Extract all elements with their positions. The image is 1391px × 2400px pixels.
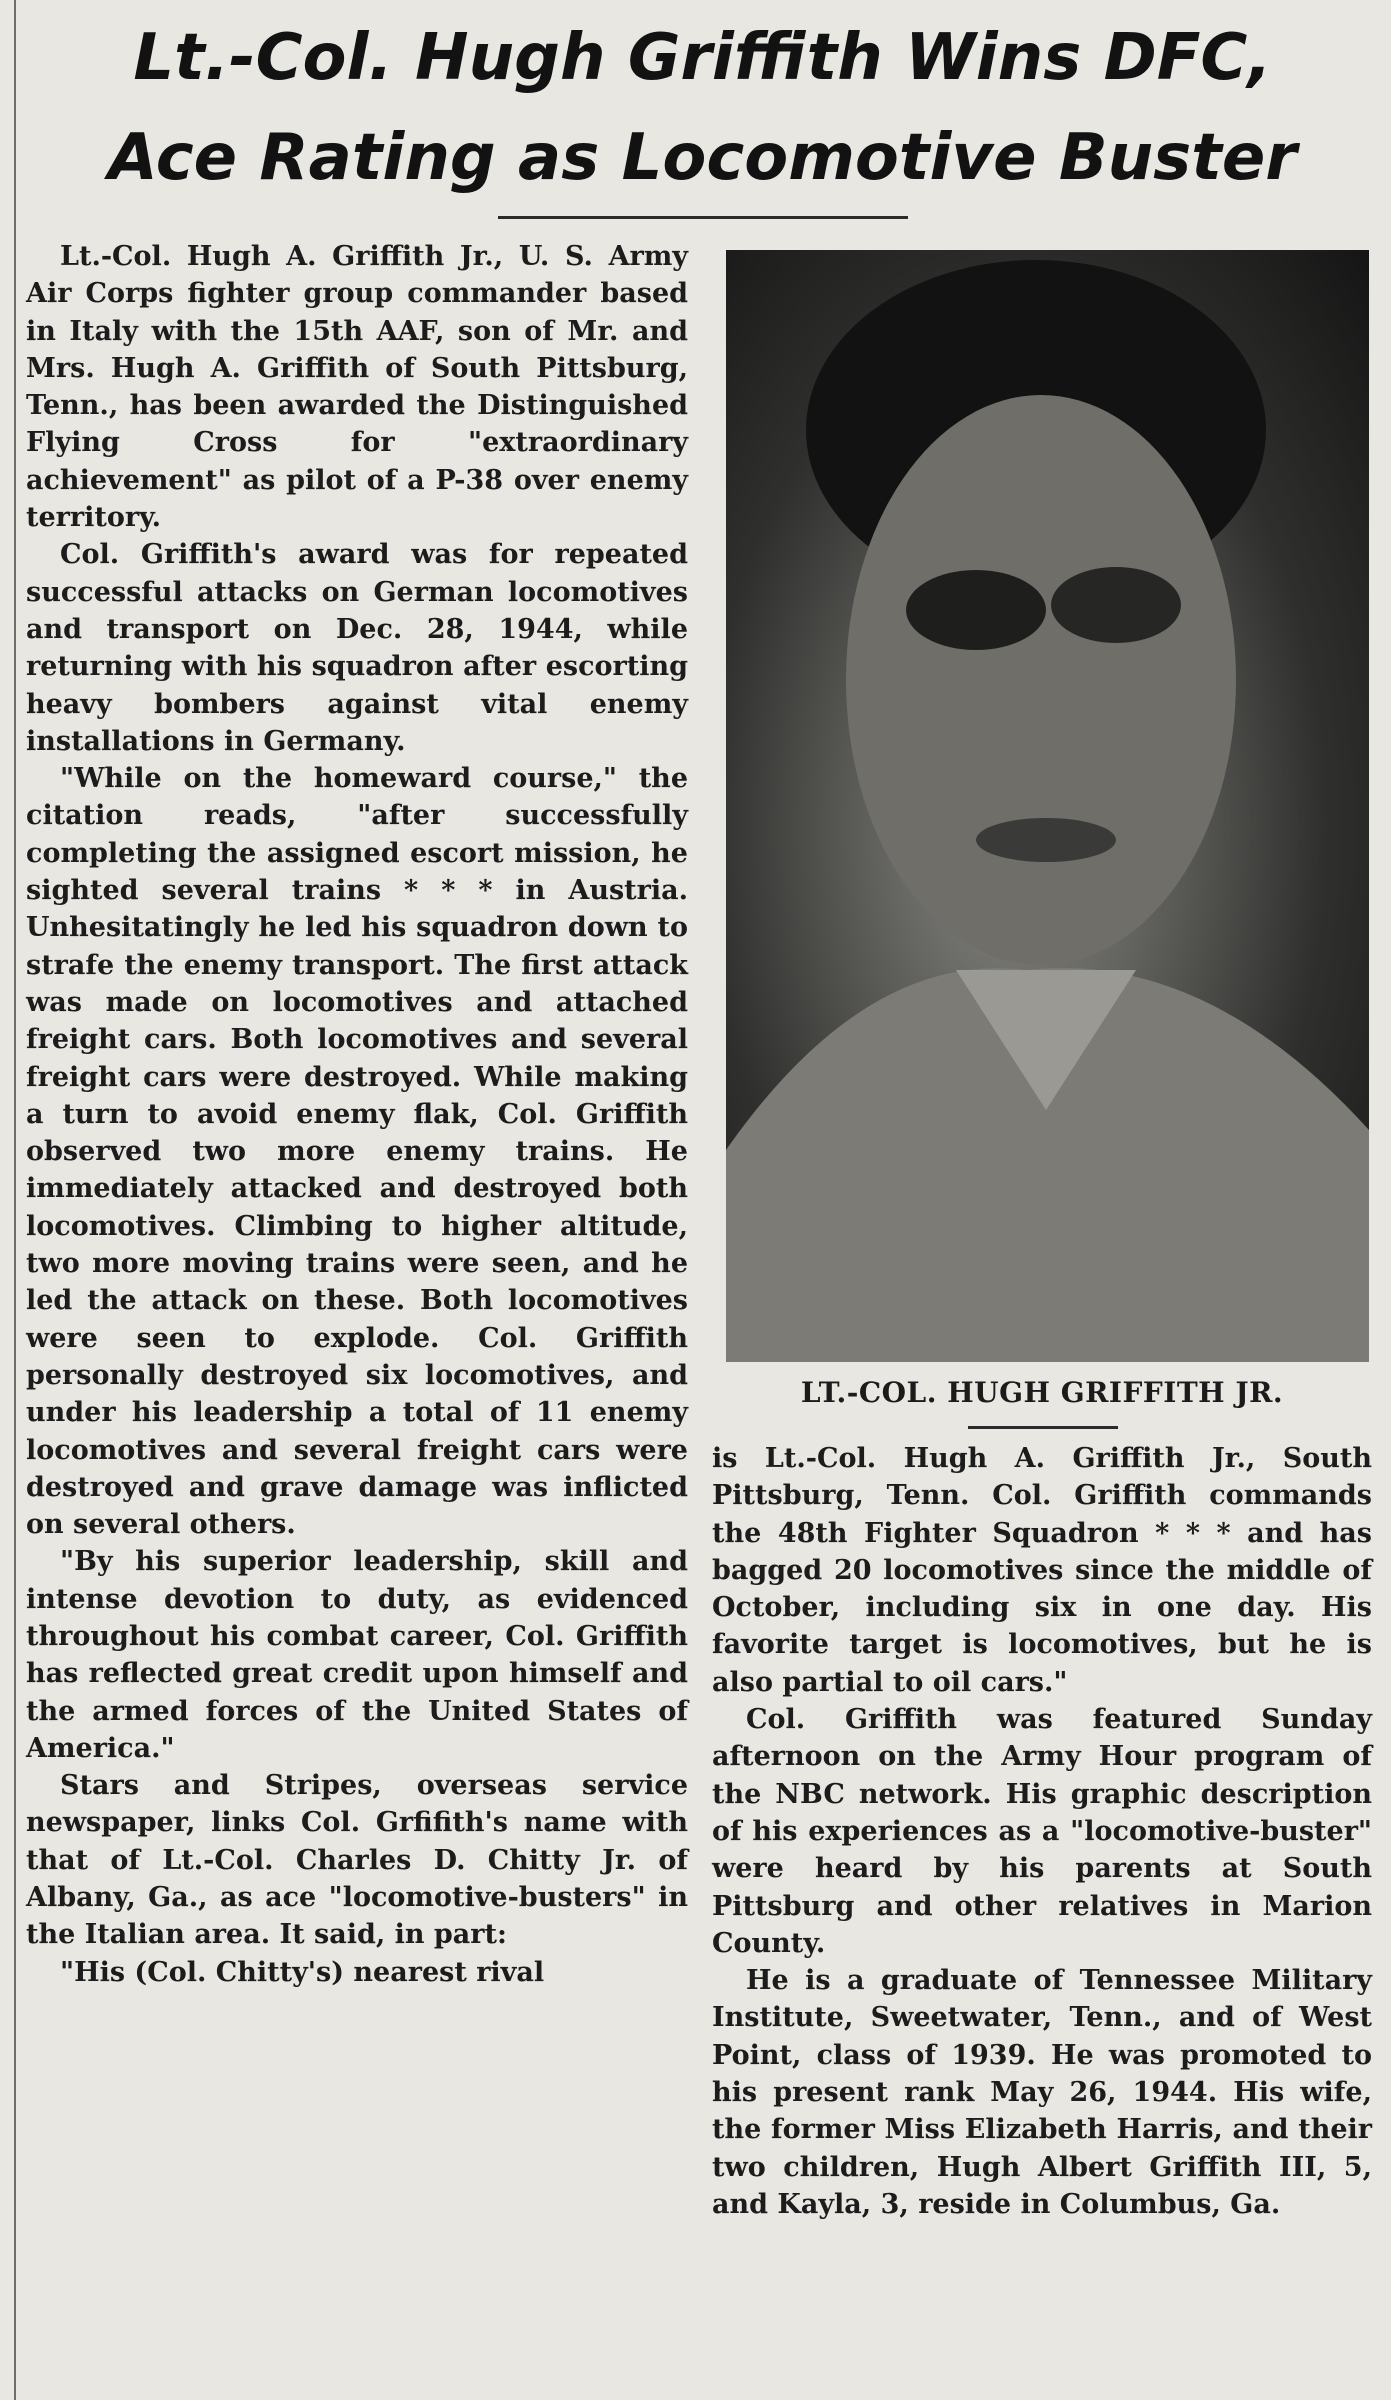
headline-line-2: Ace Rating as Locomotive Buster (108, 121, 1297, 195)
headline-rule (498, 216, 908, 219)
paragraph: Col. Griffith was featured Sunday afternoon on the Army Hour program of the NBC network. His graphic description of his experiences as a "locomotive-buster" were heard by his parents at South Pittsburg and other relatives in Marion County. (712, 1704, 1372, 1959)
paragraph: Col. Griffith's award was for repeated successful attacks on German locomotives and transport on Dec. 28, 1944, while returning with his squadron after escorting heavy bombers against vital enemy installations in Germany. (26, 539, 688, 757)
caption-rule (968, 1426, 1118, 1429)
left-column (26, 238, 688, 1991)
column-rule (14, 0, 16, 2400)
headline-line-1: Lt.-Col. Hugh Griffith Wins DFC, (133, 21, 1272, 95)
paragraph: Stars and Stripes, overseas service newspaper, links Col. Grfifith's name with that of Lt.-Col. Charles D. Chitty Jr. of Albany, Ga., as ace "locomotive-busters" in the Italian area. It said, in part: (26, 1770, 688, 1951)
portrait-figure (726, 250, 1369, 1362)
paragraph: "His (Col. Chitty's) nearest rival (60, 1956, 545, 1988)
paragraph: "By his superior leadership, skill and intense devotion to duty, as evidenced throughout his combat career, Col. Griffith has reflected great credit upon himself and the armed forces of the United States of America." (26, 1546, 688, 1764)
paragraph: is Lt.-Col. Hugh A. Griffith Jr., South Pittsburg, Tenn. Col. Griffith commands the 48th Fighter Squadron * * * and has bagged 20 locomotives since the middle of October, including six in one day. His favorite target is locomotives, but he is also partial to oil cars." (712, 1443, 1372, 1698)
portrait-photo (726, 250, 1369, 1362)
paragraph: "While on the homeward course," the citation reads, "after successfully completing the assigned escort mission, he sighted several trains * * * in Austria. Unhesitatingly he led his squadron down to strafe the enemy transport. The first attack was made on locomotives and attached freight cars. Both locomotives and several freight cars were destroyed. While making a turn to avoid enemy flak, Col. Griffith observed two more enemy trains. He immediately attacked and destroyed both locomotives. Climbing to higher altitude, two more moving trains were seen, and he led the attack on these. Both locomotives were seen to explode. Col. Griffith personally destroyed six locomotives, and under his leadership a total of 11 enemy locomotives and several freight cars were destroyed and grave damage was inflicted on several others. (26, 763, 688, 1541)
paragraph: He is a graduate of Tennessee Military Institute, Sweetwater, Tenn., and of West Point, class of 1939. He was promoted to his present rank May 26, 1944. His wife, the former Miss Elizabeth Harris, and their two children, Hugh Albert Griffith III, 5, and Kayla, 3, reside in Columbus, Ga. (712, 1965, 1372, 2220)
right-column (712, 1440, 1372, 2223)
paragraph: Lt.-Col. Hugh A. Griffith Jr., U. S. Army Air Corps fighter group commander based in Italy with the 15th AAF, son of Mr. and Mrs. Hugh A. Griffith of South Pittsburg, Tenn., has been awarded the Distinguished Flying Cross for "extraordinary achievement" as pilot of a P-38 over enemy territory. (26, 241, 688, 534)
photo-caption: LT.-COL. HUGH GRIFFITH JR. (800, 1376, 1284, 1409)
